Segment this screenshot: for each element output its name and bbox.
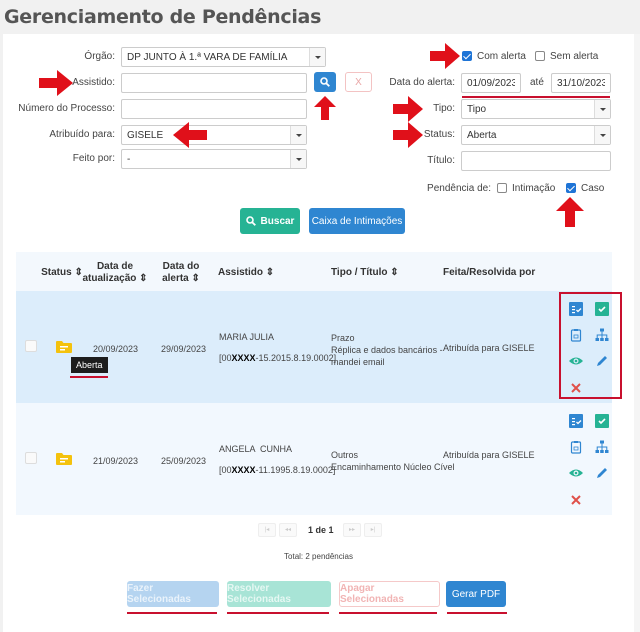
buscar-button[interactable]: [240, 208, 300, 234]
sort-icon: ⇕: [191, 273, 200, 284]
gerar-pdf-button[interactable]: Gerar PDF: [446, 581, 506, 607]
th-data-atualizacao[interactable]: Data de atualização ⇕: [82, 261, 148, 284]
search-icon: [320, 77, 330, 87]
sem-alerta-label: Sem alerta: [550, 51, 599, 62]
chevron-down-icon: [290, 150, 306, 168]
cell-tipo-titulo: Outros Encaminhamento Núcleo Cível: [331, 450, 455, 472]
th-tipo-titulo[interactable]: Tipo / Título ⇕: [331, 267, 399, 278]
cell-assistido: ANGELA CUNHA: [219, 444, 293, 454]
row-checkbox[interactable]: [25, 340, 37, 352]
task-list-icon[interactable]: [569, 302, 583, 316]
sort-icon: ⇕: [74, 267, 83, 278]
check-square-icon[interactable]: [595, 302, 609, 316]
numero-processo-label: Número do Processo:: [18, 103, 115, 114]
cell-assistido: MARIA JULIA: [219, 332, 275, 342]
annotation-underline: [70, 376, 108, 378]
total-count: Total: 2 pendências: [284, 552, 353, 561]
sitemap-icon[interactable]: [595, 328, 609, 342]
th-data-alerta[interactable]: Data do alerta ⇕: [162, 261, 200, 284]
data-alerta-sep: até: [530, 77, 544, 88]
titulo-label: Título:: [427, 155, 455, 166]
com-alerta-label: Com alerta: [477, 51, 526, 62]
prev-page-button[interactable]: ◂◂: [279, 523, 297, 537]
status-select[interactable]: [461, 125, 611, 145]
data-alerta-to-input[interactable]: [551, 73, 611, 93]
atribuido-para-value: GISELE: [127, 130, 164, 141]
fazer-selecionadas-button[interactable]: Fazer Selecionadas: [127, 581, 219, 607]
delete-x-icon[interactable]: [569, 493, 583, 507]
chevron-down-icon: [594, 126, 610, 144]
assistido-search-button[interactable]: [314, 72, 336, 92]
feito-por-value: -: [127, 154, 131, 165]
cell-data-alerta: 29/09/2023: [161, 344, 207, 354]
sort-icon: ⇕: [265, 267, 275, 278]
resolver-selecionadas-button[interactable]: Resolver Selecionadas: [227, 581, 331, 607]
th-status[interactable]: Status ⇕: [41, 267, 83, 278]
chevron-down-icon: [594, 100, 610, 118]
com-alerta-checkbox[interactable]: [462, 51, 472, 61]
annotation-underline: [127, 612, 217, 614]
pencil-icon[interactable]: [595, 466, 609, 480]
row-checkbox[interactable]: [25, 452, 37, 464]
scrollbar[interactable]: [634, 34, 640, 632]
caixa-intimacoes-button[interactable]: Caixa de Intimações: [309, 208, 405, 234]
caso-checkbox[interactable]: [566, 183, 576, 193]
th-assistido[interactable]: Assistido ⇕: [218, 267, 275, 278]
annotation-underline: [227, 612, 329, 614]
pendencia-de-label: Pendência de:: [427, 183, 491, 194]
orgao-label: Órgão:: [84, 51, 115, 62]
annotation-underline: [447, 612, 507, 614]
clipboard-icon[interactable]: [569, 328, 583, 342]
apagar-selecionadas-button[interactable]: Apagar Selecionadas: [339, 581, 440, 607]
sem-alerta-checkbox[interactable]: [535, 51, 545, 61]
sitemap-icon[interactable]: [595, 440, 609, 454]
page-indicator: 1 de 1: [308, 525, 334, 535]
atribuido-para-label: Atribuído para:: [49, 129, 115, 140]
annotation-arrow-right-icon: [430, 43, 460, 69]
sort-icon: ⇕: [139, 273, 148, 284]
chevron-down-icon: [309, 48, 325, 66]
annotation-arrow-left-icon: [173, 122, 207, 148]
th-feita-por: Feita/Resolvida por: [443, 267, 536, 278]
delete-x-icon[interactable]: [569, 381, 583, 395]
cell-data-atualizacao: 21/09/2023: [93, 456, 139, 466]
status-value: Aberta: [467, 130, 497, 141]
feito-por-label: Feito por:: [72, 153, 115, 164]
titulo-input[interactable]: [461, 151, 611, 171]
folder-icon[interactable]: [55, 452, 73, 466]
cell-feita-por: Atribuída para GISELE: [443, 450, 535, 460]
first-page-button[interactable]: |◂: [258, 523, 276, 537]
annotation-underline: [462, 96, 610, 98]
intimacao-label: Intimação: [512, 183, 556, 194]
cell-feita-por: Atribuída para GISELE: [443, 343, 535, 353]
orgao-value: DP JUNTO À 1.ª VARA DE FAMÍLIA: [127, 52, 288, 63]
cell-data-alerta: 25/09/2023: [161, 456, 207, 466]
next-page-button[interactable]: ▸▸: [343, 523, 361, 537]
annotation-arrow-up-icon: [556, 197, 584, 227]
search-icon: [246, 216, 256, 226]
check-square-icon[interactable]: [595, 414, 609, 428]
cell-processo: [00XXXX-15.2015.8.19.0002]: [219, 353, 337, 363]
last-page-button[interactable]: ▸|: [364, 523, 382, 537]
tipo-select[interactable]: [461, 99, 611, 119]
page-title: Gerenciamento de Pendências: [4, 6, 322, 28]
cell-processo: [00XXXX-11.1995.8.19.0002]: [219, 465, 336, 475]
intimacao-checkbox[interactable]: [497, 183, 507, 193]
status-label: Status:: [423, 129, 455, 140]
assistido-label: Assistido:: [72, 77, 115, 88]
clipboard-icon[interactable]: [569, 440, 583, 454]
assistido-clear-button[interactable]: X: [345, 72, 372, 92]
folder-icon[interactable]: [55, 340, 73, 354]
atribuido-para-select[interactable]: [121, 125, 307, 145]
buscar-label: Buscar: [260, 215, 295, 227]
orgao-select[interactable]: [121, 47, 326, 67]
eye-icon[interactable]: [568, 354, 584, 368]
feito-por-select[interactable]: [121, 149, 307, 169]
annotation-arrow-up-icon: [314, 96, 336, 120]
status-tooltip: Aberta: [71, 357, 108, 373]
cell-tipo-titulo: Prazo Réplica e dados bancários - mandei email: [331, 333, 443, 367]
caso-label: Caso: [581, 183, 605, 194]
tipo-value: Tipo: [467, 104, 487, 115]
task-list-icon[interactable]: [569, 414, 583, 428]
annotation-underline: [339, 612, 437, 614]
numero-processo-input[interactable]: [121, 99, 307, 119]
eye-icon[interactable]: [568, 466, 584, 480]
data-alerta-from-input[interactable]: [461, 73, 521, 93]
data-alerta-label: Data do alerta:: [389, 77, 455, 88]
sort-icon: ⇕: [390, 267, 399, 278]
cell-data-atualizacao: 20/09/2023: [93, 344, 139, 354]
assistido-input[interactable]: [121, 73, 307, 93]
chevron-down-icon: [290, 126, 306, 144]
filters-panel: [3, 34, 634, 632]
tipo-label: Tipo:: [433, 103, 455, 114]
pencil-icon[interactable]: [595, 354, 609, 368]
